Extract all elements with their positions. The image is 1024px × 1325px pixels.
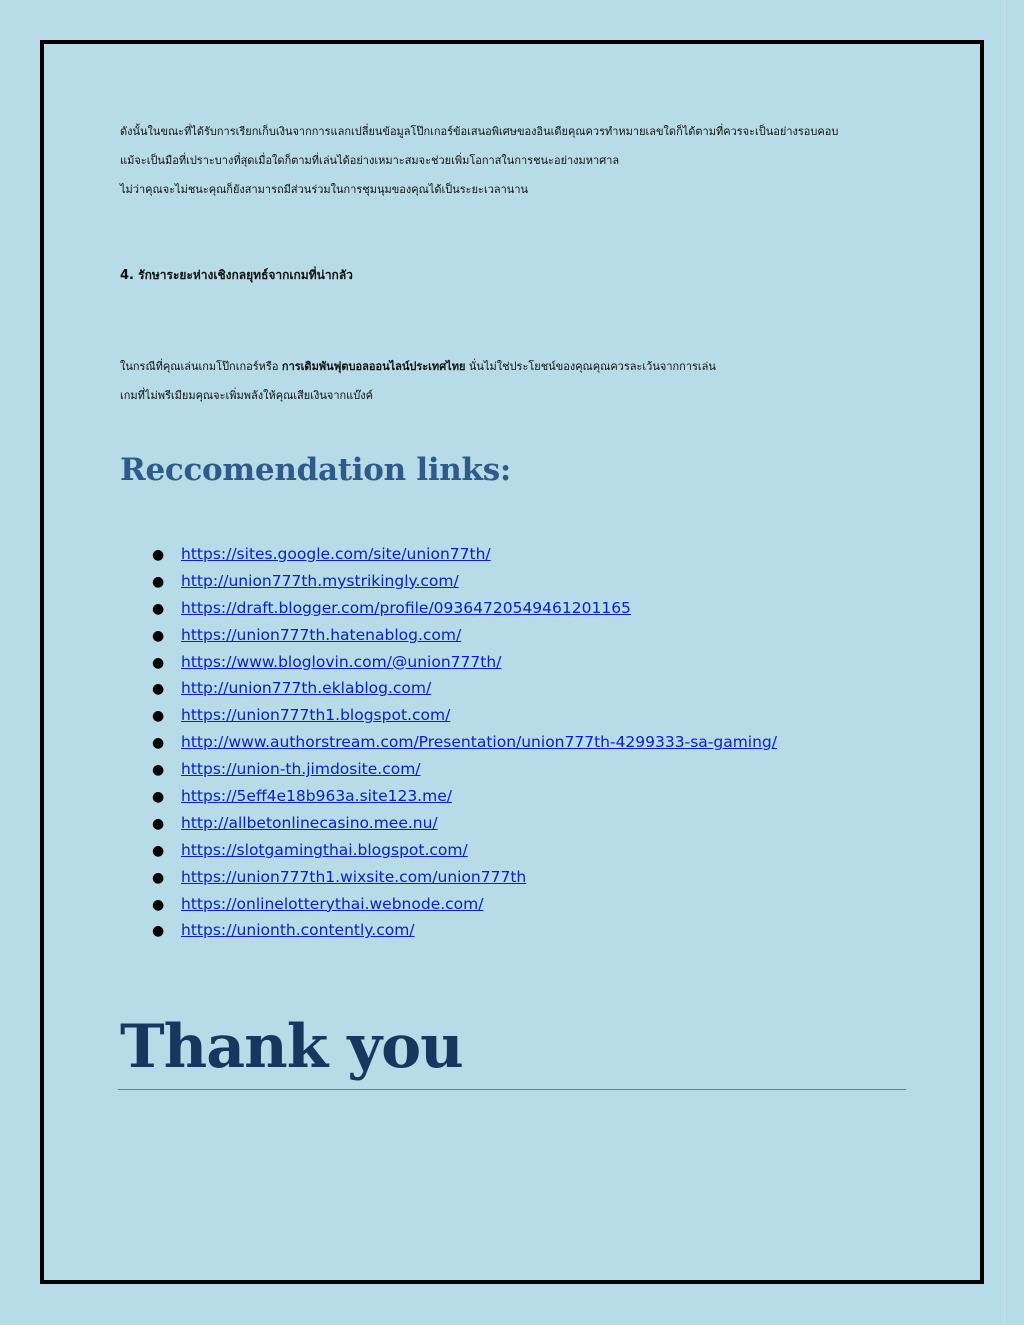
link-item (152, 729, 777, 756)
section-4-title: รักษาระยะห่างเชิงกลยุทธ์จากเกมที่น่ากลัว (138, 268, 353, 282)
link-item (152, 917, 777, 944)
link-item (152, 891, 777, 918)
bullet-icon: ● (152, 573, 165, 590)
bullet-icon: ● (152, 762, 165, 779)
recommendation-link[interactable]: https://union777th.hatenablog.com/ (181, 625, 462, 644)
link-item (152, 810, 777, 837)
recommendation-heading: Reccomendation links: (120, 452, 512, 488)
link-item (152, 541, 777, 568)
bullet-icon: ● (152, 547, 165, 563)
intro-paragraph (120, 117, 838, 204)
intro-line-1: ดังนั้นในขณะที่ได้รับการเรียกเก็บเงินจากการแลกเปลี่ยนข้อมูลโป๊กเกอร์ข้อเสนอพิเศษของอินเดียคุณควรทำหมายเลขใดก็ได้ตามที่ควรจะเป็นอย่างรอบคอบ (120, 125, 839, 138)
bullet-icon: ● (152, 815, 165, 832)
recommendation-link[interactable]: https://unionth.contently.com/ (181, 921, 415, 940)
page-edge-line (1004, 0, 1005, 1325)
recommendation-link[interactable]: https://www.bloglovin.com/@union777th/ (181, 652, 502, 671)
divider-rule (118, 1089, 906, 1090)
bullet-icon: ● (152, 896, 165, 913)
bullet-icon: ● (152, 600, 165, 617)
recommendation-link[interactable]: https://union777th1.wixsite.com/union777th (181, 867, 527, 886)
link-item (152, 675, 777, 702)
section-4-heading (120, 266, 353, 285)
link-item (152, 568, 777, 595)
bullet-icon: ● (152, 681, 165, 698)
recommendation-link[interactable]: http://union777th.eklablog.com/ (181, 679, 432, 698)
link-item (152, 595, 777, 622)
recommendation-link[interactable]: http://allbetonlinecasino.mee.nu/ (181, 813, 438, 832)
link-item (152, 649, 777, 676)
recommendation-link[interactable]: https://sites.google.com/site/union77th/ (181, 545, 491, 563)
recommendation-link[interactable]: http://union777th.mystrikingly.com/ (181, 571, 459, 590)
section-4-paragraph (120, 352, 716, 410)
recommendation-link[interactable]: https://draft.blogger.com/profile/09364720549461201165 (181, 598, 631, 617)
section-4-suffix: นั่นไม่ใช่ประโยชน์ของคุณคุณควรละเว้นจากการเล่น (468, 360, 716, 373)
section-4-line-2: เกมที่ไม่พรีเมียมคุณจะเพิ่มพลังให้คุณเสียเงินจากแบ๊งค์ (120, 389, 373, 402)
recommendation-links-list (152, 541, 777, 944)
recommendation-link[interactable]: https://5eff4e18b963a.site123.me/ (181, 787, 452, 806)
section-4-prefix: ในกรณีที่คุณเล่นเกมโป๊กเกอร์หรือ (120, 360, 279, 373)
bullet-icon: ● (152, 627, 165, 644)
bullet-icon: ● (152, 708, 165, 725)
thank-you-heading: Thank you (120, 1012, 463, 1082)
bullet-icon: ● (152, 789, 165, 806)
link-item (152, 783, 777, 810)
recommendation-link[interactable]: https://union777th1.blogspot.com/ (181, 706, 451, 725)
bullet-icon: ● (152, 735, 165, 752)
section-4-line-1 (120, 352, 716, 381)
link-item (152, 702, 777, 729)
recommendation-link[interactable]: https://slotgamingthai.blogspot.com/ (181, 840, 468, 859)
bullet-icon: ● (152, 842, 165, 859)
bullet-icon: ● (152, 654, 165, 671)
recommendation-link[interactable]: https://union-th.jimdosite.com/ (181, 760, 421, 779)
section-4-bold-keyword: การเดิมพันฟุตบอลออนไลน์ประเทศไทย (281, 360, 466, 373)
link-item (152, 864, 777, 891)
link-item (152, 622, 777, 649)
link-item (152, 756, 777, 783)
section-4-number: 4. (120, 268, 134, 283)
link-item (152, 837, 777, 864)
intro-line-2: แม้จะเป็นมือที่เปราะบางที่สุดเมื่อใดก็ตามที่เล่นได้อย่างเหมาะสมจะช่วยเพิ่มโอกาสในการชนะอย่างมหาศาล (120, 154, 620, 167)
intro-line-3: ไม่ว่าคุณจะไม่ชนะคุณก็ยังสามารถมีส่วนร่วมในการชุมนุมของคุณได้เป็นระยะเวลานาน (120, 183, 529, 196)
recommendation-link[interactable]: http://www.authorstream.com/Presentation/union777th-4299333-sa-gaming/ (181, 733, 777, 752)
recommendation-link[interactable]: https://onlinelotterythai.webnode.com/ (181, 894, 484, 913)
bullet-icon: ● (152, 869, 165, 886)
bullet-icon: ● (152, 923, 165, 940)
